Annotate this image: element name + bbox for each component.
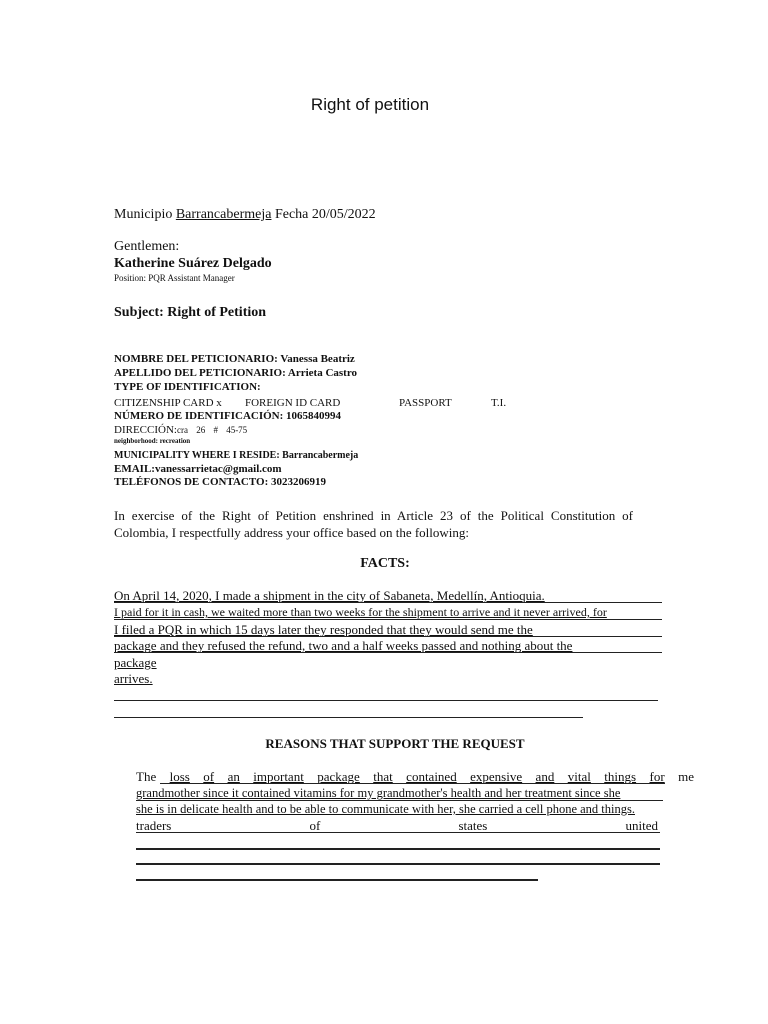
greeting: Gentlemen:	[114, 239, 180, 254]
document-title: Right of petition	[310, 95, 430, 114]
nombre-peticionario: NOMBRE DEL PETICIONARIO: Vanessa Beatriz	[114, 353, 355, 365]
reasons-word: expensive	[470, 769, 523, 784]
facts-rule-4	[114, 652, 662, 653]
reasons-word: vital	[567, 769, 591, 784]
addressee-name: Katherine Suárez Delgado	[114, 256, 272, 271]
reasons-rule-1	[160, 783, 665, 784]
addressee-position: Position: PQR Assistant Manager	[114, 273, 235, 283]
direccion-label: DIRECCIÓN:	[114, 424, 177, 436]
facts-heading: FACTS:	[360, 556, 410, 571]
id-option-ti: T.I.	[491, 397, 507, 409]
reasons-word: contained	[406, 769, 457, 784]
reasons-word: things	[604, 769, 637, 784]
facts-line-4: package and they refused the refund, two and a half weeks passed and nothing about the	[114, 638, 573, 653]
type-of-identification: TYPE OF IDENTIFICATION:	[114, 381, 261, 393]
reasons-word: traders	[136, 818, 172, 833]
direccion	[114, 424, 247, 436]
facts-line-3: I filed a PQR in which 15 days later they responded that they would send me the	[114, 622, 533, 637]
facts-rule-1	[114, 602, 662, 603]
id-option-passport: PASSPORT	[399, 397, 452, 409]
municipio-line	[114, 207, 376, 223]
direccion-value: cra 26 # 45-75	[176, 425, 248, 435]
facts-blank-rule-2	[114, 717, 583, 718]
facts-rule-2	[114, 619, 662, 620]
facts-line-5: package	[114, 655, 157, 670]
reasons-word: an	[227, 769, 240, 784]
reasons-line-3: she is in delicate health and to be able to communicate with her, she carried a cell phone and things.	[136, 802, 635, 816]
apellido-peticionario: APELLIDO DEL PETICIONARIO: Arrieta Castro	[114, 367, 358, 379]
reasons-word: important	[253, 769, 304, 784]
facts-rule-3	[114, 636, 662, 637]
reasons-word: and	[535, 769, 555, 784]
facts-line-2: I paid for it in cash, we waited more than two weeks for the shipment to arrive and it never arrived, for	[114, 605, 607, 619]
reasons-word: of	[203, 769, 215, 784]
subject: Subject: Right of Petition	[114, 305, 267, 320]
intro-paragraph: In exercise of the Right of Petition enshrined in Article 23 of the Political Constitution of Colombia, I respectfully address your office based on the following:	[114, 508, 633, 540]
reasons-blank-rule-3	[136, 879, 538, 881]
facts-line-6: arrives.	[114, 671, 153, 686]
reasons-word: united	[625, 818, 658, 833]
telefonos: TELÉFONOS DE CONTACTO: 3023206919	[114, 476, 326, 488]
reasons-word: loss	[169, 769, 190, 784]
reasons-word: The	[136, 769, 157, 784]
email: EMAIL:vanessarrietac@gmail.com	[114, 463, 282, 475]
neighborhood: neighborhood: recreation	[114, 437, 191, 445]
reasons-word: for	[649, 769, 665, 784]
fecha: Fecha 20/05/2022	[274, 207, 376, 222]
municipality-reside: MUNICIPALITY WHERE I RESIDE: Barrancabermeja	[114, 450, 359, 461]
numero-identificacion: NÚMERO DE IDENTIFICACIÓN: 1065840994	[114, 410, 342, 422]
reasons-blank-rule-2	[136, 863, 660, 865]
id-option-foreign: FOREIGN ID CARD	[245, 397, 341, 409]
municipio-label: Municipio	[114, 207, 173, 222]
facts-blank-rule-1	[114, 700, 658, 701]
id-option-citizenship: CITIZENSHIP CARD x	[114, 397, 222, 409]
reasons-line-2: grandmother since it contained vitamins for my grandmother's health and her treatment since she	[136, 786, 621, 800]
reasons-rule-4	[136, 832, 660, 833]
reasons-heading: REASONS THAT SUPPORT THE REQUEST	[265, 736, 525, 751]
reasons-word: states	[458, 818, 488, 833]
reasons-word: of	[309, 818, 321, 833]
reasons-blank-rule-1	[136, 848, 660, 850]
reasons-word: me	[678, 769, 694, 784]
reasons-rule-2	[136, 800, 663, 801]
municipio-value: Barrancabermeja	[175, 207, 272, 222]
reasons-word: that	[373, 769, 393, 784]
reasons-word: package	[317, 769, 360, 784]
facts-line-1: On April 14, 2020, I made a shipment in the city of Sabaneta, Medellín, Antioquia.	[114, 588, 545, 603]
